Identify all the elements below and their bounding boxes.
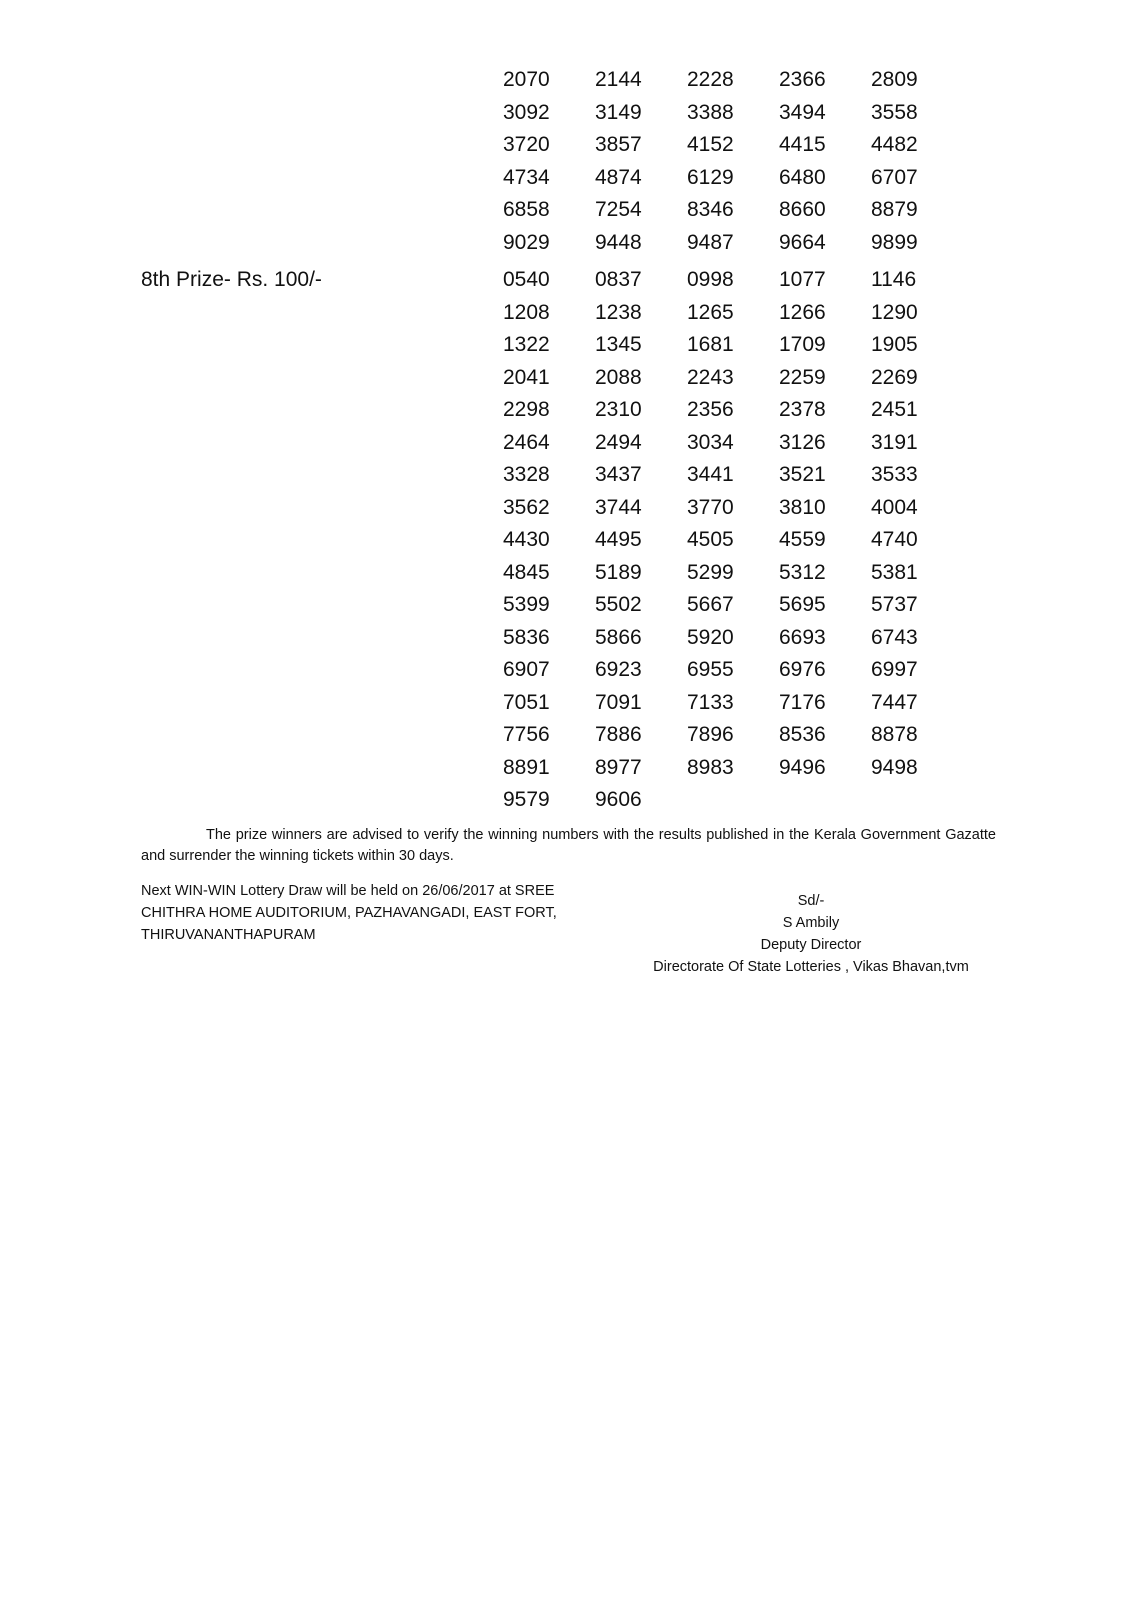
ticket-number: 6955: [687, 658, 734, 681]
number-row: [503, 394, 963, 427]
ticket-number: 1238: [595, 300, 642, 324]
ticket-number: 2298: [503, 398, 550, 421]
ticket-number: 4482: [871, 133, 918, 156]
ticket-number: 2310: [595, 398, 642, 421]
ticket-number: 2144: [595, 68, 642, 91]
ticket-number: 2243: [687, 365, 734, 389]
ticket-number: 7091: [595, 690, 642, 714]
ticket-number: 6997: [871, 658, 918, 681]
ticket-number: 2269: [871, 365, 918, 389]
ticket-number: 2228: [687, 68, 734, 91]
ticket-number: 4430: [503, 528, 550, 551]
ticket-number: 5399: [503, 593, 550, 616]
ticket-number: 4734: [503, 165, 550, 189]
number-row: [503, 459, 963, 492]
number-row: [503, 719, 963, 752]
ticket-number: 9664: [779, 230, 826, 254]
number-row: [503, 589, 963, 622]
ticket-number: 7176: [779, 690, 826, 714]
ticket-number: 8879: [871, 198, 918, 221]
ticket-number: 9496: [779, 755, 826, 779]
ticket-number: 3770: [687, 495, 734, 519]
ticket-number: 2366: [779, 68, 826, 91]
ticket-number: 7254: [595, 198, 642, 221]
ticket-number: 5502: [595, 593, 642, 616]
number-row: [503, 264, 963, 297]
signature-sd: Sd/-: [797, 893, 825, 909]
number-row: [503, 557, 963, 590]
ticket-number: 3149: [595, 100, 642, 124]
ticket-number: 2088: [595, 365, 642, 389]
ticket-number: 7756: [503, 723, 550, 746]
ticket-number: 5299: [687, 560, 734, 584]
ticket-number: 7051: [503, 690, 550, 714]
ticket-number: 5667: [687, 593, 734, 616]
number-row: [503, 362, 963, 395]
number-row: [503, 524, 963, 557]
ticket-number: 2451: [871, 398, 918, 421]
ticket-number: 4415: [779, 133, 826, 156]
ticket-number: 5920: [687, 625, 734, 649]
ticket-number: 7133: [687, 690, 734, 714]
ticket-number: 9498: [871, 755, 918, 779]
number-row: [503, 97, 963, 130]
ticket-number: 1345: [595, 333, 642, 356]
ticket-number: 3388: [687, 100, 734, 124]
ticket-number: 4740: [871, 528, 918, 551]
number-row: [503, 64, 963, 97]
ticket-number: 1709: [779, 333, 826, 356]
ticket-number: 1208: [503, 300, 550, 324]
ticket-number: 2378: [779, 398, 826, 421]
ticket-number: 0837: [595, 268, 642, 291]
ticket-number: 9029: [503, 230, 550, 254]
number-row: [503, 622, 963, 655]
ticket-number: 9579: [503, 788, 550, 811]
ticket-number: 3092: [503, 100, 550, 124]
ticket-number: 3034: [687, 430, 734, 454]
signatory-office: Directorate Of State Lotteries , Vikas Bhavan,tvm: [653, 959, 969, 975]
next-draw-line-3: THIRUVANANTHAPURAM: [141, 927, 316, 943]
ticket-number: 4874: [595, 165, 642, 189]
ticket-number: 3562: [503, 495, 550, 519]
ticket-number: 3437: [595, 463, 642, 486]
ticket-number: 8346: [687, 198, 734, 221]
ticket-number: 8878: [871, 723, 918, 746]
ticket-number: 0998: [687, 268, 734, 291]
ticket-number: 1266: [779, 300, 826, 324]
ticket-number: 3533: [871, 463, 918, 486]
signatory-name: S Ambily: [782, 915, 840, 931]
ticket-number: 5312: [779, 560, 826, 584]
ticket-number: 1265: [687, 300, 734, 324]
ticket-number: 6707: [871, 165, 918, 189]
ticket-number: 2041: [503, 365, 550, 389]
ticket-number: 4845: [503, 560, 550, 584]
ticket-number: 1905: [871, 333, 918, 356]
ticket-number: 4152: [687, 133, 734, 156]
ticket-number: 1322: [503, 333, 550, 356]
ticket-number: 5695: [779, 593, 826, 616]
winner-notice: The prize winners are advised to verify the winning numbers with the results published in the Kerala Government Gazatte and surrender the winning tickets within 30 days.: [141, 827, 996, 864]
ticket-number: 3494: [779, 100, 826, 124]
ticket-number: 3521: [779, 463, 826, 486]
ticket-number: 2809: [871, 68, 918, 91]
ticket-number: 3558: [871, 100, 918, 124]
number-row: [503, 129, 963, 162]
ticket-number: 8660: [779, 198, 826, 221]
ticket-number: 4495: [595, 528, 642, 551]
ticket-number: 2494: [595, 430, 642, 454]
ticket-number: 0540: [503, 268, 550, 291]
number-row: [503, 752, 963, 785]
ticket-number: 5189: [595, 560, 642, 584]
ticket-number: 3810: [779, 495, 826, 519]
ticket-number: 7896: [687, 723, 734, 746]
ticket-number: 8891: [503, 755, 550, 779]
ticket-number: 1290: [871, 300, 918, 324]
next-draw-line-2: CHITHRA HOME AUDITORIUM, PAZHAVANGADI, EAST FORT,: [141, 905, 557, 921]
ticket-number: 6907: [503, 658, 550, 681]
ticket-number: 1681: [687, 333, 734, 356]
ticket-number: 3191: [871, 430, 918, 454]
ticket-number: 8977: [595, 755, 642, 779]
ticket-number: 4004: [871, 495, 918, 519]
ticket-number: 9448: [595, 230, 642, 254]
previous-prize-numbers-grid: [503, 64, 963, 259]
ticket-number: 6976: [779, 658, 826, 681]
ticket-number: 3328: [503, 463, 550, 486]
number-row: [503, 194, 963, 227]
ticket-number: 9487: [687, 230, 734, 254]
ticket-number: 7447: [871, 690, 918, 714]
number-row: [503, 492, 963, 525]
ticket-number: 7886: [595, 723, 642, 746]
number-row: [503, 654, 963, 687]
ticket-number: 6129: [687, 165, 734, 189]
ticket-number: 8536: [779, 723, 826, 746]
next-draw-info: [141, 880, 601, 946]
ticket-number: 6693: [779, 625, 826, 649]
ticket-number: 5737: [871, 593, 918, 616]
number-row: [503, 329, 963, 362]
ticket-number: 9899: [871, 230, 918, 254]
ticket-number: 3720: [503, 133, 550, 156]
ticket-number: 2464: [503, 430, 550, 454]
eighth-prize-label: 8th Prize- Rs. 100/-: [141, 268, 322, 291]
number-row: [503, 784, 963, 817]
ticket-number: 3744: [595, 495, 642, 519]
ticket-number: 6480: [779, 165, 826, 189]
ticket-number: 6743: [871, 625, 918, 649]
eighth-prize-numbers-grid: [503, 264, 963, 817]
number-row: [503, 687, 963, 720]
ticket-number: 6923: [595, 658, 642, 681]
ticket-number: 6858: [503, 198, 550, 221]
signature-block: [612, 890, 1010, 978]
ticket-number: 2259: [779, 365, 826, 389]
ticket-number: 2070: [503, 68, 550, 91]
ticket-number: 3441: [687, 463, 734, 486]
number-row: [503, 227, 963, 260]
ticket-number: 5381: [871, 560, 918, 584]
number-row: [503, 427, 963, 460]
ticket-number: 8983: [687, 755, 734, 779]
ticket-number: 3126: [779, 430, 826, 454]
ticket-number: 4559: [779, 528, 826, 551]
signatory-title: Deputy Director: [760, 937, 862, 953]
ticket-number: 1146: [871, 268, 917, 291]
ticket-number: 3857: [595, 133, 642, 156]
number-row: [503, 162, 963, 195]
ticket-number: 4505: [687, 528, 734, 551]
ticket-number: 1077: [779, 268, 826, 291]
number-row: [503, 297, 963, 330]
ticket-number: 9606: [595, 788, 642, 811]
ticket-number: 5836: [503, 625, 550, 649]
next-draw-line-1: Next WIN-WIN Lottery Draw will be held on 26/06/2017 at SREE: [141, 883, 555, 899]
ticket-number: 2356: [687, 398, 734, 421]
ticket-number: 5866: [595, 625, 642, 649]
